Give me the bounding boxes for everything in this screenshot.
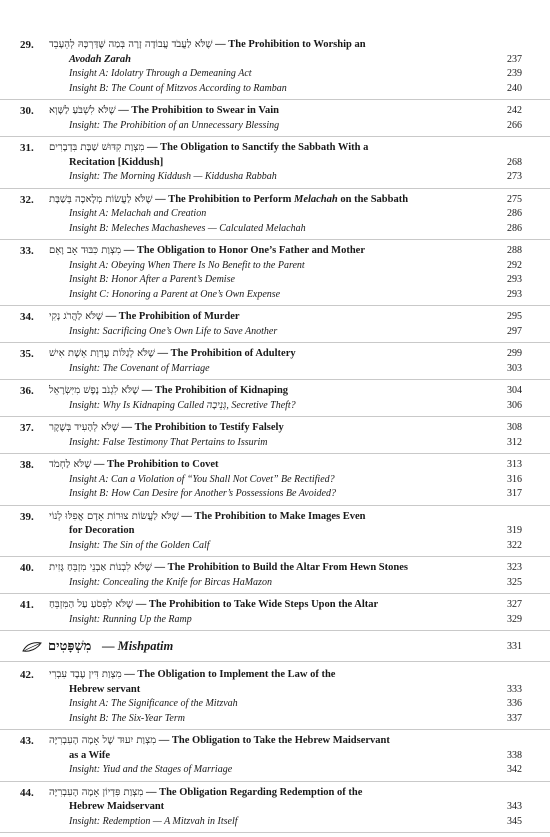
entry-number: 41. bbox=[20, 599, 34, 611]
entry-row bbox=[0, 786, 550, 801]
insight-row bbox=[0, 576, 550, 591]
entry-title: מִצְוַת כִּבּוּד אָב וָאֵם — The Obligation to Honor One’s Father and Mother bbox=[49, 245, 365, 256]
insight-row bbox=[0, 259, 550, 274]
toc-entry[interactable] bbox=[0, 786, 550, 834]
entry-page: 299 bbox=[507, 348, 522, 359]
entry-page: 268 bbox=[507, 156, 522, 168]
entry-row bbox=[0, 668, 550, 683]
insight-row bbox=[0, 207, 550, 222]
insight-title: Insight B: Meleches Machasheves — Calculated Melachah bbox=[69, 222, 306, 234]
insight-row bbox=[0, 487, 550, 502]
insight-row bbox=[0, 288, 550, 303]
insight-title: Insight: Sacrificing One’s Own Life to Save Another bbox=[69, 325, 278, 337]
entry-page: 242 bbox=[507, 105, 522, 116]
insight-row bbox=[0, 170, 550, 185]
entry-row bbox=[0, 156, 550, 171]
entry-english-title: The Prohibition to Make Images Even bbox=[194, 510, 366, 522]
entry-hebrew-title: מִצְוַת קִדּוּשׁ שַׁבָּת בִּדְבָרִים bbox=[49, 142, 145, 153]
entry-english-title: The Obligation Regarding Redemption of the bbox=[159, 786, 363, 798]
entry-hebrew-title: מִצְוַת פִּדְיוֹן אָמָה הָעִבְרִיָּה bbox=[49, 786, 144, 798]
entry-row bbox=[0, 310, 550, 325]
section-hebrew-title: מִשְׁפָּטִים bbox=[48, 639, 92, 654]
toc-entry[interactable] bbox=[0, 193, 550, 241]
toc-entry[interactable] bbox=[0, 734, 550, 782]
entry-hebrew-title: שֶׁלֹּא לִשְׁבֹּעַ לַשָּׁוְא bbox=[49, 105, 116, 116]
entry-number: 33. bbox=[20, 245, 34, 257]
entry-page: 323 bbox=[507, 562, 522, 573]
entry-row bbox=[0, 384, 550, 399]
entry-english-title: The Prohibition of Kidnaping bbox=[154, 385, 289, 396]
insight-page: 345 bbox=[507, 815, 522, 827]
insight-page: 329 bbox=[507, 613, 522, 625]
insight-row bbox=[0, 712, 550, 727]
entry-row bbox=[0, 734, 550, 749]
entry-list bbox=[0, 668, 550, 833]
toc-entry[interactable] bbox=[0, 668, 550, 730]
entry-title: מִצְוַת יִעוּד שֶׁל אָמָה הָעִבְרִיָּה — The Obligation to Take the Hebrew Maidservant bbox=[49, 735, 390, 746]
toc-entry[interactable] bbox=[0, 244, 550, 306]
entry-hebrew-title: מִצְוַת כִּבּוּד אָב וָאֵם bbox=[49, 245, 122, 256]
entry-title: שֶׁלֹּא לַעֲשׂוֹת צוּרוֹת אָדָם אֲפִלּוּ לְנוֹי — The Prohibition to Make Images Even bbox=[49, 510, 366, 522]
insight-title: Insight A: Melachah and Creation bbox=[69, 208, 207, 219]
toc-entry[interactable] bbox=[0, 141, 550, 189]
toc-entry[interactable] bbox=[0, 38, 550, 100]
entry-title: שֶׁלֹּא לִבְנוֹת אַבְנֵי מִזְבֵּחַ גָּזִית — The Prohibition to Build the Altar From Hewn Stones bbox=[49, 562, 408, 573]
toc-entry[interactable] bbox=[0, 104, 550, 137]
entry-row bbox=[0, 458, 550, 473]
entry-list bbox=[0, 38, 550, 631]
insight-title: Insight A: Can a Violation of “You Shall Not Covet” Be Rectified? bbox=[69, 473, 335, 485]
insight-title: Insight: The Covenant of Marriage bbox=[69, 362, 210, 374]
entry-row bbox=[0, 38, 550, 53]
insight-page: 297 bbox=[507, 325, 522, 337]
entry-page: 295 bbox=[507, 311, 522, 322]
insight-title: Insight: The Sin of the Golden Calf bbox=[69, 539, 210, 551]
entry-title: שֶׁלֹּא לַחְמֹד — The Prohibition to Covet bbox=[49, 459, 219, 470]
toc-entry[interactable] bbox=[0, 421, 550, 454]
entry-english-title: The Prohibition to Build the Altar From Hewn Stones bbox=[167, 562, 408, 573]
entry-number: 32. bbox=[20, 193, 34, 206]
entry-hebrew-title: שֶׁלֹּא לַעֲשׂוֹת צוּרוֹת אָדָם אֲפִלּוּ לְנוֹי bbox=[49, 510, 179, 522]
toc-entry[interactable] bbox=[0, 510, 550, 558]
entry-hebrew-title: מִצְוַת דִּין עֶבֶד עִבְרִי bbox=[49, 669, 122, 680]
entry-title-continued: for Decoration bbox=[69, 525, 135, 536]
entry-title: מִצְוַת פִּדְיוֹן אָמָה הָעִבְרִיָּה — The Obligation Regarding Redemption of the bbox=[49, 786, 363, 798]
entry-title-continued: as a Wife bbox=[69, 749, 111, 761]
insight-row bbox=[0, 613, 550, 628]
entry-row bbox=[0, 244, 550, 259]
insight-row bbox=[0, 222, 550, 237]
insight-page: 322 bbox=[507, 539, 522, 551]
insight-page: 293 bbox=[507, 288, 522, 300]
toc-entry[interactable] bbox=[0, 310, 550, 343]
insight-title: Insight B: The Count of Mitzvos According to Ramban bbox=[69, 82, 287, 94]
section-dash: — bbox=[102, 639, 115, 653]
entry-page: 327 bbox=[507, 599, 522, 610]
entry-hebrew-title: שֶׁלֹּא לִבְנוֹת אַבְנֵי מִזְבֵּחַ גָּזִית bbox=[49, 562, 152, 573]
insight-page: 273 bbox=[507, 171, 522, 182]
entry-row bbox=[0, 421, 550, 436]
entry-hebrew-title: שֶׁלֹּא לַעֲשׂוֹת מְלָאכָה בְּשַׁבָּת bbox=[49, 193, 153, 205]
entry-english-title: The Obligation to Implement the Law of the bbox=[137, 669, 336, 680]
insight-page: 325 bbox=[507, 576, 522, 588]
insight-page: 337 bbox=[507, 712, 522, 724]
entry-number: 35. bbox=[20, 348, 34, 360]
toc-entry[interactable] bbox=[0, 347, 550, 380]
entry-row bbox=[0, 141, 550, 156]
insight-page: 303 bbox=[507, 362, 522, 374]
insight-row bbox=[0, 815, 550, 830]
insight-title: Insight A: Obeying When There Is No Benefit to the Parent bbox=[69, 259, 305, 271]
entry-title-continued: Avodah Zarah bbox=[69, 53, 131, 65]
entry-english-title: The Prohibition to Testify Falsely bbox=[134, 422, 284, 433]
insight-page: 317 bbox=[507, 488, 522, 499]
insight-title: Insight A: The Significance of the Mitzvah bbox=[69, 698, 238, 709]
entry-title: שֶׁלֹּא לִגְנֹב נֶפֶשׁ מִיִּשְׂרָאֵל — The Prohibition of Kidnaping bbox=[49, 385, 289, 396]
entry-title: שֶׁלֹּא לְגַלּוֹת עֶרְוַת אֵשֶׁת אִישׁ — The Prohibition of Adultery bbox=[49, 348, 296, 359]
entry-page: 308 bbox=[507, 422, 522, 433]
section-title bbox=[102, 639, 173, 654]
insight-row bbox=[0, 362, 550, 377]
insight-title: Insight: Running Up the Ramp bbox=[69, 613, 192, 625]
section-page: 331 bbox=[507, 641, 522, 652]
section-name: Mishpatim bbox=[117, 639, 174, 653]
entry-page: 338 bbox=[507, 749, 522, 761]
insight-page: 286 bbox=[507, 222, 522, 234]
insight-page: 312 bbox=[507, 436, 522, 448]
entry-number: 42. bbox=[20, 669, 34, 681]
insight-page: 266 bbox=[507, 119, 522, 131]
insight-title: Insight C: Honoring a Parent at One’s Own Expense bbox=[69, 288, 281, 300]
toc-entry[interactable] bbox=[0, 384, 550, 417]
insight-row bbox=[0, 399, 550, 414]
insight-title: Insight: Yiud and the Stages of Marriage bbox=[69, 764, 233, 775]
entry-number: 38. bbox=[20, 459, 34, 471]
insight-title: Insight: Redemption — A Mitzvah in Itself bbox=[69, 815, 238, 827]
insight-row bbox=[0, 763, 550, 778]
insight-title: Insight: The Prohibition of an Unnecessary Blessing bbox=[69, 119, 280, 131]
insight-title: Insight A: Idolatry Through a Demeaning Act bbox=[69, 68, 252, 79]
entry-page: 333 bbox=[507, 683, 522, 695]
entry-title: מִצְוַת קִדּוּשׁ שַׁבָּת בִּדְבָרִים — The Obligation to Sanctify the Sabbath With a bbox=[49, 142, 369, 153]
entry-hebrew-title: שֶׁלֹּא לִגְנֹב נֶפֶשׁ מִיִּשְׂרָאֵל bbox=[49, 385, 140, 396]
insight-row bbox=[0, 119, 550, 134]
entry-english-title: The Prohibition of Murder bbox=[118, 311, 240, 322]
entry-row bbox=[0, 561, 550, 576]
entry-hebrew-title: שֶׁלֹּא לַחְמֹד bbox=[49, 459, 92, 470]
entry-number: 40. bbox=[20, 562, 34, 574]
insight-row bbox=[0, 82, 550, 97]
insight-page: 286 bbox=[507, 208, 522, 219]
insight-row bbox=[0, 325, 550, 340]
entry-row bbox=[0, 598, 550, 613]
entry-english-title: The Prohibition of Adultery bbox=[170, 348, 296, 359]
entry-number: 29. bbox=[20, 39, 34, 51]
table-of-contents bbox=[0, 38, 550, 837]
entry-number: 43. bbox=[20, 735, 34, 747]
entry-page: 319 bbox=[507, 525, 522, 536]
insight-page: 239 bbox=[507, 68, 522, 79]
entry-row bbox=[0, 524, 550, 539]
insight-page: 293 bbox=[507, 274, 522, 285]
entry-hebrew-title: שֶׁלֹּא לְגַלּוֹת עֶרְוַת אֵשֶׁת אִישׁ bbox=[49, 348, 155, 359]
insight-row bbox=[0, 273, 550, 288]
insight-title: Insight: False Testimony That Pertains to Issurim bbox=[69, 436, 268, 448]
insight-page: 306 bbox=[507, 399, 522, 411]
entry-page: 237 bbox=[507, 53, 522, 65]
toc-entry[interactable] bbox=[0, 598, 550, 631]
entry-page: 313 bbox=[507, 459, 522, 470]
entry-row bbox=[0, 193, 550, 208]
entry-title: שֶׁלֹּא לִשְׁבֹּעַ לַשָּׁוְא — The Prohibition to Swear in Vain bbox=[49, 105, 279, 116]
insight-title: Insight B: How Can Desire for Another’s Possessions Be Avoided? bbox=[69, 488, 336, 499]
leaf-ornament-icon bbox=[22, 641, 42, 653]
insight-row bbox=[0, 436, 550, 451]
entry-number: 30. bbox=[20, 105, 34, 117]
entry-row bbox=[0, 104, 550, 119]
insight-row bbox=[0, 697, 550, 712]
entry-english-title: The Prohibition to Swear in Vain bbox=[131, 105, 279, 116]
entry-number: 36. bbox=[20, 385, 34, 397]
entry-number: 31. bbox=[20, 142, 34, 154]
entry-english-title: The Prohibition to Covet bbox=[107, 459, 219, 470]
entry-row bbox=[0, 510, 550, 525]
entry-hebrew-title: שֶׁלֹּא לְהָעִיד בְּשֶׁקֶר bbox=[49, 422, 119, 433]
section-header bbox=[0, 635, 550, 662]
entry-hebrew-title: שֶׁלֹּא לִפְסֹעַ עַל הַמִּזְבֵּחַ bbox=[49, 599, 134, 610]
entry-english-title: The Prohibition to Take Wide Steps Upon the Altar bbox=[148, 599, 379, 610]
insight-title: Insight: The Morning Kiddush — Kiddusha Rabbah bbox=[69, 171, 277, 182]
entry-title-continued: Hebrew Maidservant bbox=[69, 801, 165, 812]
entry-title: שֶׁלֹּא לִפְסֹעַ עַל הַמִּזְבֵּחַ — The Prohibition to Take Wide Steps Upon the Altar bbox=[49, 599, 379, 610]
entry-english-title: The Obligation to Sanctify the Sabbath With a bbox=[160, 142, 369, 153]
entry-row bbox=[0, 53, 550, 68]
insight-page: 292 bbox=[507, 259, 522, 271]
insight-page: 342 bbox=[507, 764, 522, 775]
entry-title: מִצְוַת דִּין עֶבֶד עִבְרִי — The Obligation to Implement the Law of the bbox=[49, 669, 336, 680]
entry-number: 44. bbox=[20, 786, 34, 799]
insight-page: 240 bbox=[507, 82, 522, 94]
entry-number: 39. bbox=[20, 510, 34, 523]
entry-hebrew-title: מִצְוַת יִעוּד שֶׁל אָמָה הָעִבְרִיָּה bbox=[49, 735, 157, 746]
entry-english-title: The Prohibition to Worship an bbox=[228, 39, 366, 50]
entry-page: 288 bbox=[507, 245, 522, 256]
entry-number: 34. bbox=[20, 311, 34, 323]
entry-number: 37. bbox=[20, 422, 34, 434]
entry-row bbox=[0, 800, 550, 815]
entry-title-continued: Recitation [Kiddush] bbox=[69, 156, 164, 168]
entry-english-title: The Prohibition to Perform Melachah on the Sabbath bbox=[168, 193, 409, 205]
entry-page: 343 bbox=[507, 801, 522, 812]
entry-hebrew-title: שֶׁלֹּא לַעֲבֹד עֲבוֹדָה זָרָה בְּמַה שֶּׁדַּרְכָּהּ לְהֵעָבֵד bbox=[49, 39, 213, 50]
entry-english-title: The Obligation to Honor One’s Father and Mother bbox=[136, 245, 365, 256]
insight-title: Insight: Concealing the Knife for Bircas HaMazon bbox=[69, 576, 272, 588]
insight-page: 316 bbox=[507, 473, 522, 485]
entry-page: 304 bbox=[507, 385, 522, 396]
entry-title-continued: Hebrew servant bbox=[69, 683, 141, 695]
toc-entry[interactable] bbox=[0, 458, 550, 506]
insight-page: 336 bbox=[507, 698, 522, 709]
insight-title: Insight B: The Six-Year Term bbox=[69, 712, 185, 724]
entry-title: שֶׁלֹּא לַהֲרֹג נָקִי — The Prohibition of Murder bbox=[49, 311, 240, 322]
insight-row bbox=[0, 67, 550, 82]
entry-page: 275 bbox=[507, 193, 522, 205]
entry-title: שֶׁלֹּא לַעֲבֹד עֲבוֹדָה זָרָה בְּמַה שֶּׁדַּרְכָּהּ לְהֵעָבֵד — The Prohibition to Worship an bbox=[49, 39, 366, 50]
entry-row bbox=[0, 683, 550, 698]
entry-title: שֶׁלֹּא לַעֲשׂוֹת מְלָאכָה בְּשַׁבָּת — The Prohibition to Perform Melachah on the Sabbath bbox=[49, 193, 409, 205]
entry-title: שֶׁלֹּא לְהָעִיד בְּשֶׁקֶר — The Prohibition to Testify Falsely bbox=[49, 422, 284, 433]
entry-row bbox=[0, 347, 550, 362]
insight-row bbox=[0, 473, 550, 488]
entry-english-title: The Obligation to Take the Hebrew Maidservant bbox=[171, 735, 390, 746]
toc-entry[interactable] bbox=[0, 561, 550, 594]
entry-row bbox=[0, 749, 550, 764]
insight-title: Insight: Why Is Kidnaping Called גְּנֵיבָה, Secretive Theft? bbox=[69, 399, 296, 411]
insight-title: Insight B: Honor After a Parent’s Demise bbox=[69, 274, 235, 285]
entry-hebrew-title: שֶׁלֹּא לַהֲרֹג נָקִי bbox=[49, 311, 103, 322]
insight-row bbox=[0, 539, 550, 554]
